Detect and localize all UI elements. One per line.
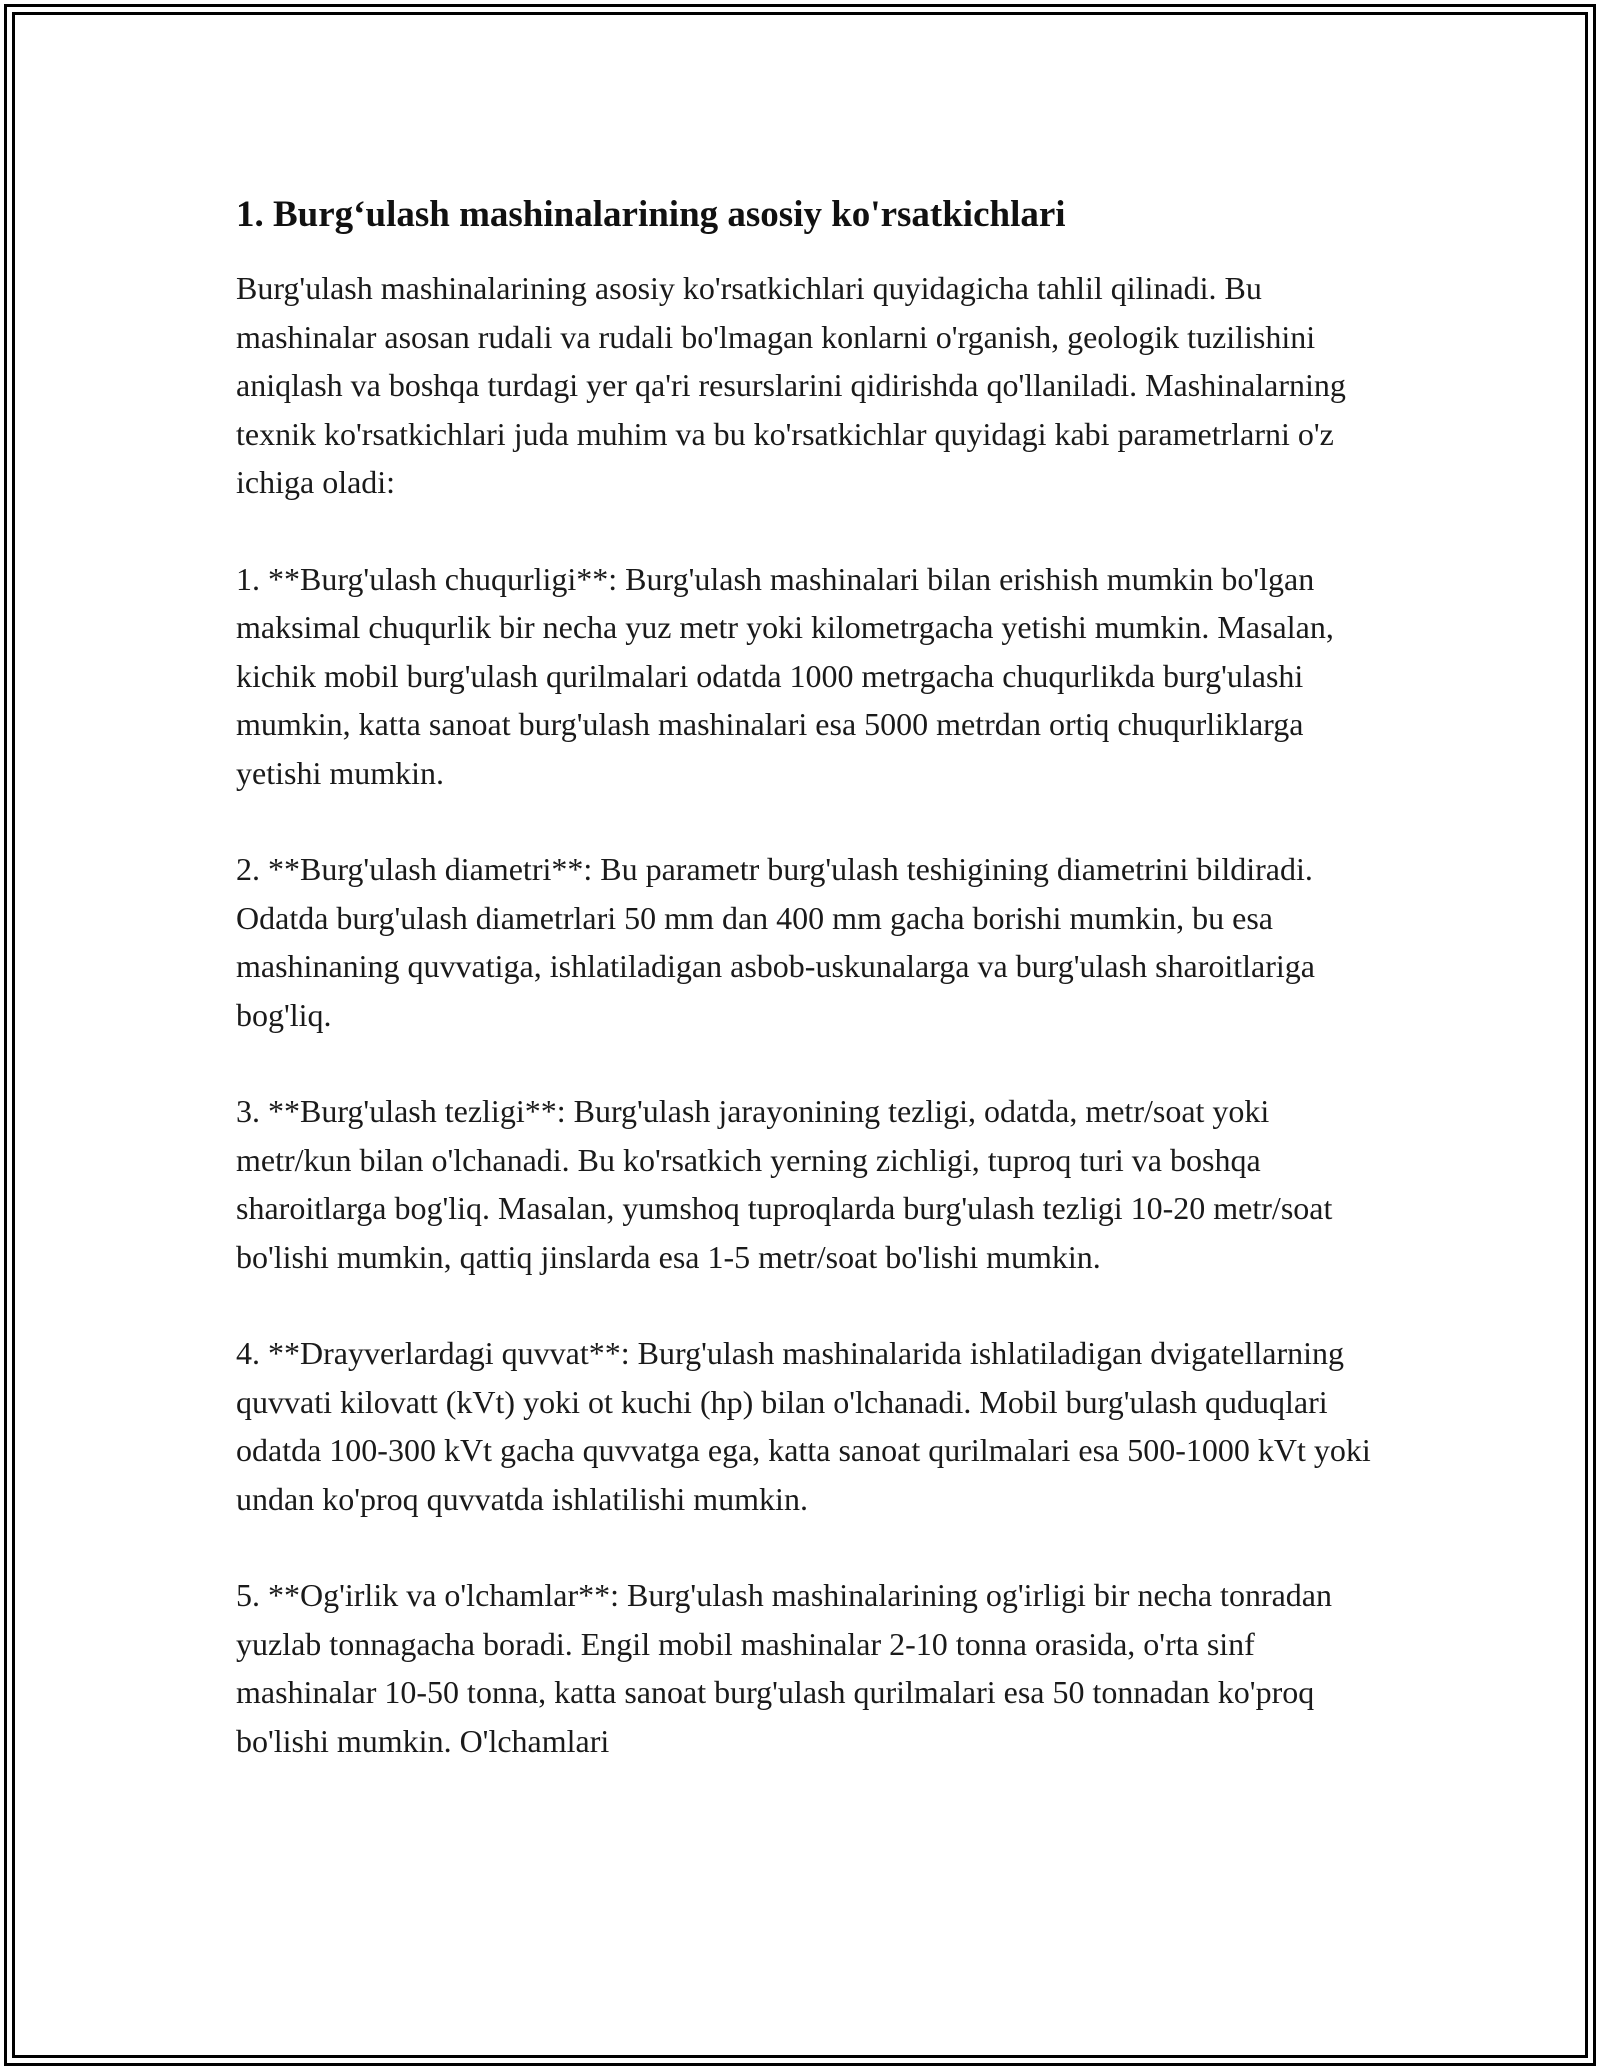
document-body <box>236 188 1376 1813</box>
list-item-drive-power: 4. **Drayverlardagi quvvat**: Burg'ulash mashinalarida ishlatiladigan dvigatellarning quvvati kilovatt (kVt) yoki ot kuchi (hp) bilan o'lchanadi. Mobil burg'ulash quduqlari odatda 100-300 kVt gacha quvvatga ega, katta sanoat qurilmalari esa 500-1000 kVt yoki undan ko'proq quvvatda ishlatilishi mumkin. <box>236 1335 1371 1517</box>
list-item-drilling-speed: 3. **Burg'ulash tezligi**: Burg'ulash jarayonining tezligi, odatda, metr/soat yoki metr/kun bilan o'lchanadi. Bu ko'rsatkich yerning zichligi, tuproq turi va boshqa sharoitlarga bog'liq. Masalan, yumshoq tuproqlarda burg'ulash tezligi 10-20 metr/soat bo'lishi mumkin, qattiq jinslarda esa 1-5 metr/soat bo'lishi mumkin. <box>236 1093 1333 1275</box>
list-item-drilling-diameter: 2. **Burg'ulash diametri**: Bu parametr burg'ulash teshigining diametrini bildiradi. Odatda burg'ulash diametrlari 50 mm dan 400 mm gacha borishi mumkin, bu esa mashinaning quvvatiga, ishlatiladigan asbob-uskunalarga va burg'ulash sharoitlariga bog'liq. <box>236 851 1315 1033</box>
list-item-weight-dimensions: 5. **Og'irlik va o'lchamlar**: Burg'ulash mashinalarining og'irligi bir necha tonradan yuzlab tonnagacha boradi. Engil mobil mashinalar 2-10 tonna orasida, o'rta sinf mashinalar 10-50 tonna, katta sanoat burg'ulash qurilmalari esa 50 tonnadan ko'proq bo'lishi mumkin. O'lchamlari <box>236 1577 1332 1759</box>
section-heading: 1. Burgʻulash mashinalarining asosiy ko'rsatkichlari <box>236 194 1066 235</box>
list-item-drilling-depth: 1. **Burg'ulash chuqurligi**: Burg'ulash mashinalari bilan erishish mumkin bo'lgan maksimal chuqurlik bir necha yuz metr yoki kilometrgacha yetishi mumkin. Masalan, kichik mobil burg'ulash qurilmalari odatda 1000 metrgacha chuqurlikda burg'ulashi mumkin, katta sanoat burg'ulash mashinalari esa 5000 metrdan ortiq chuqurliklarga yetishi mumkin. <box>236 560 1334 791</box>
intro-paragraph: Burg'ulash mashinalarining asosiy ko'rsatkichlari quyidagicha tahlil qilinadi. Bu mashinalar asosan rudali va rudali bo'lmagan konlarni o'rganish, geologik tuzilishini aniqlash va boshqa turdagi yer qa'ri resurslarini qidirishda qo'llaniladi. Mashinalarning texnik ko'rsatkichlari juda muhim va bu ko'rsatkichlar quyidagi kabi parametrlarni o'z ichiga oladi: <box>236 270 1346 500</box>
